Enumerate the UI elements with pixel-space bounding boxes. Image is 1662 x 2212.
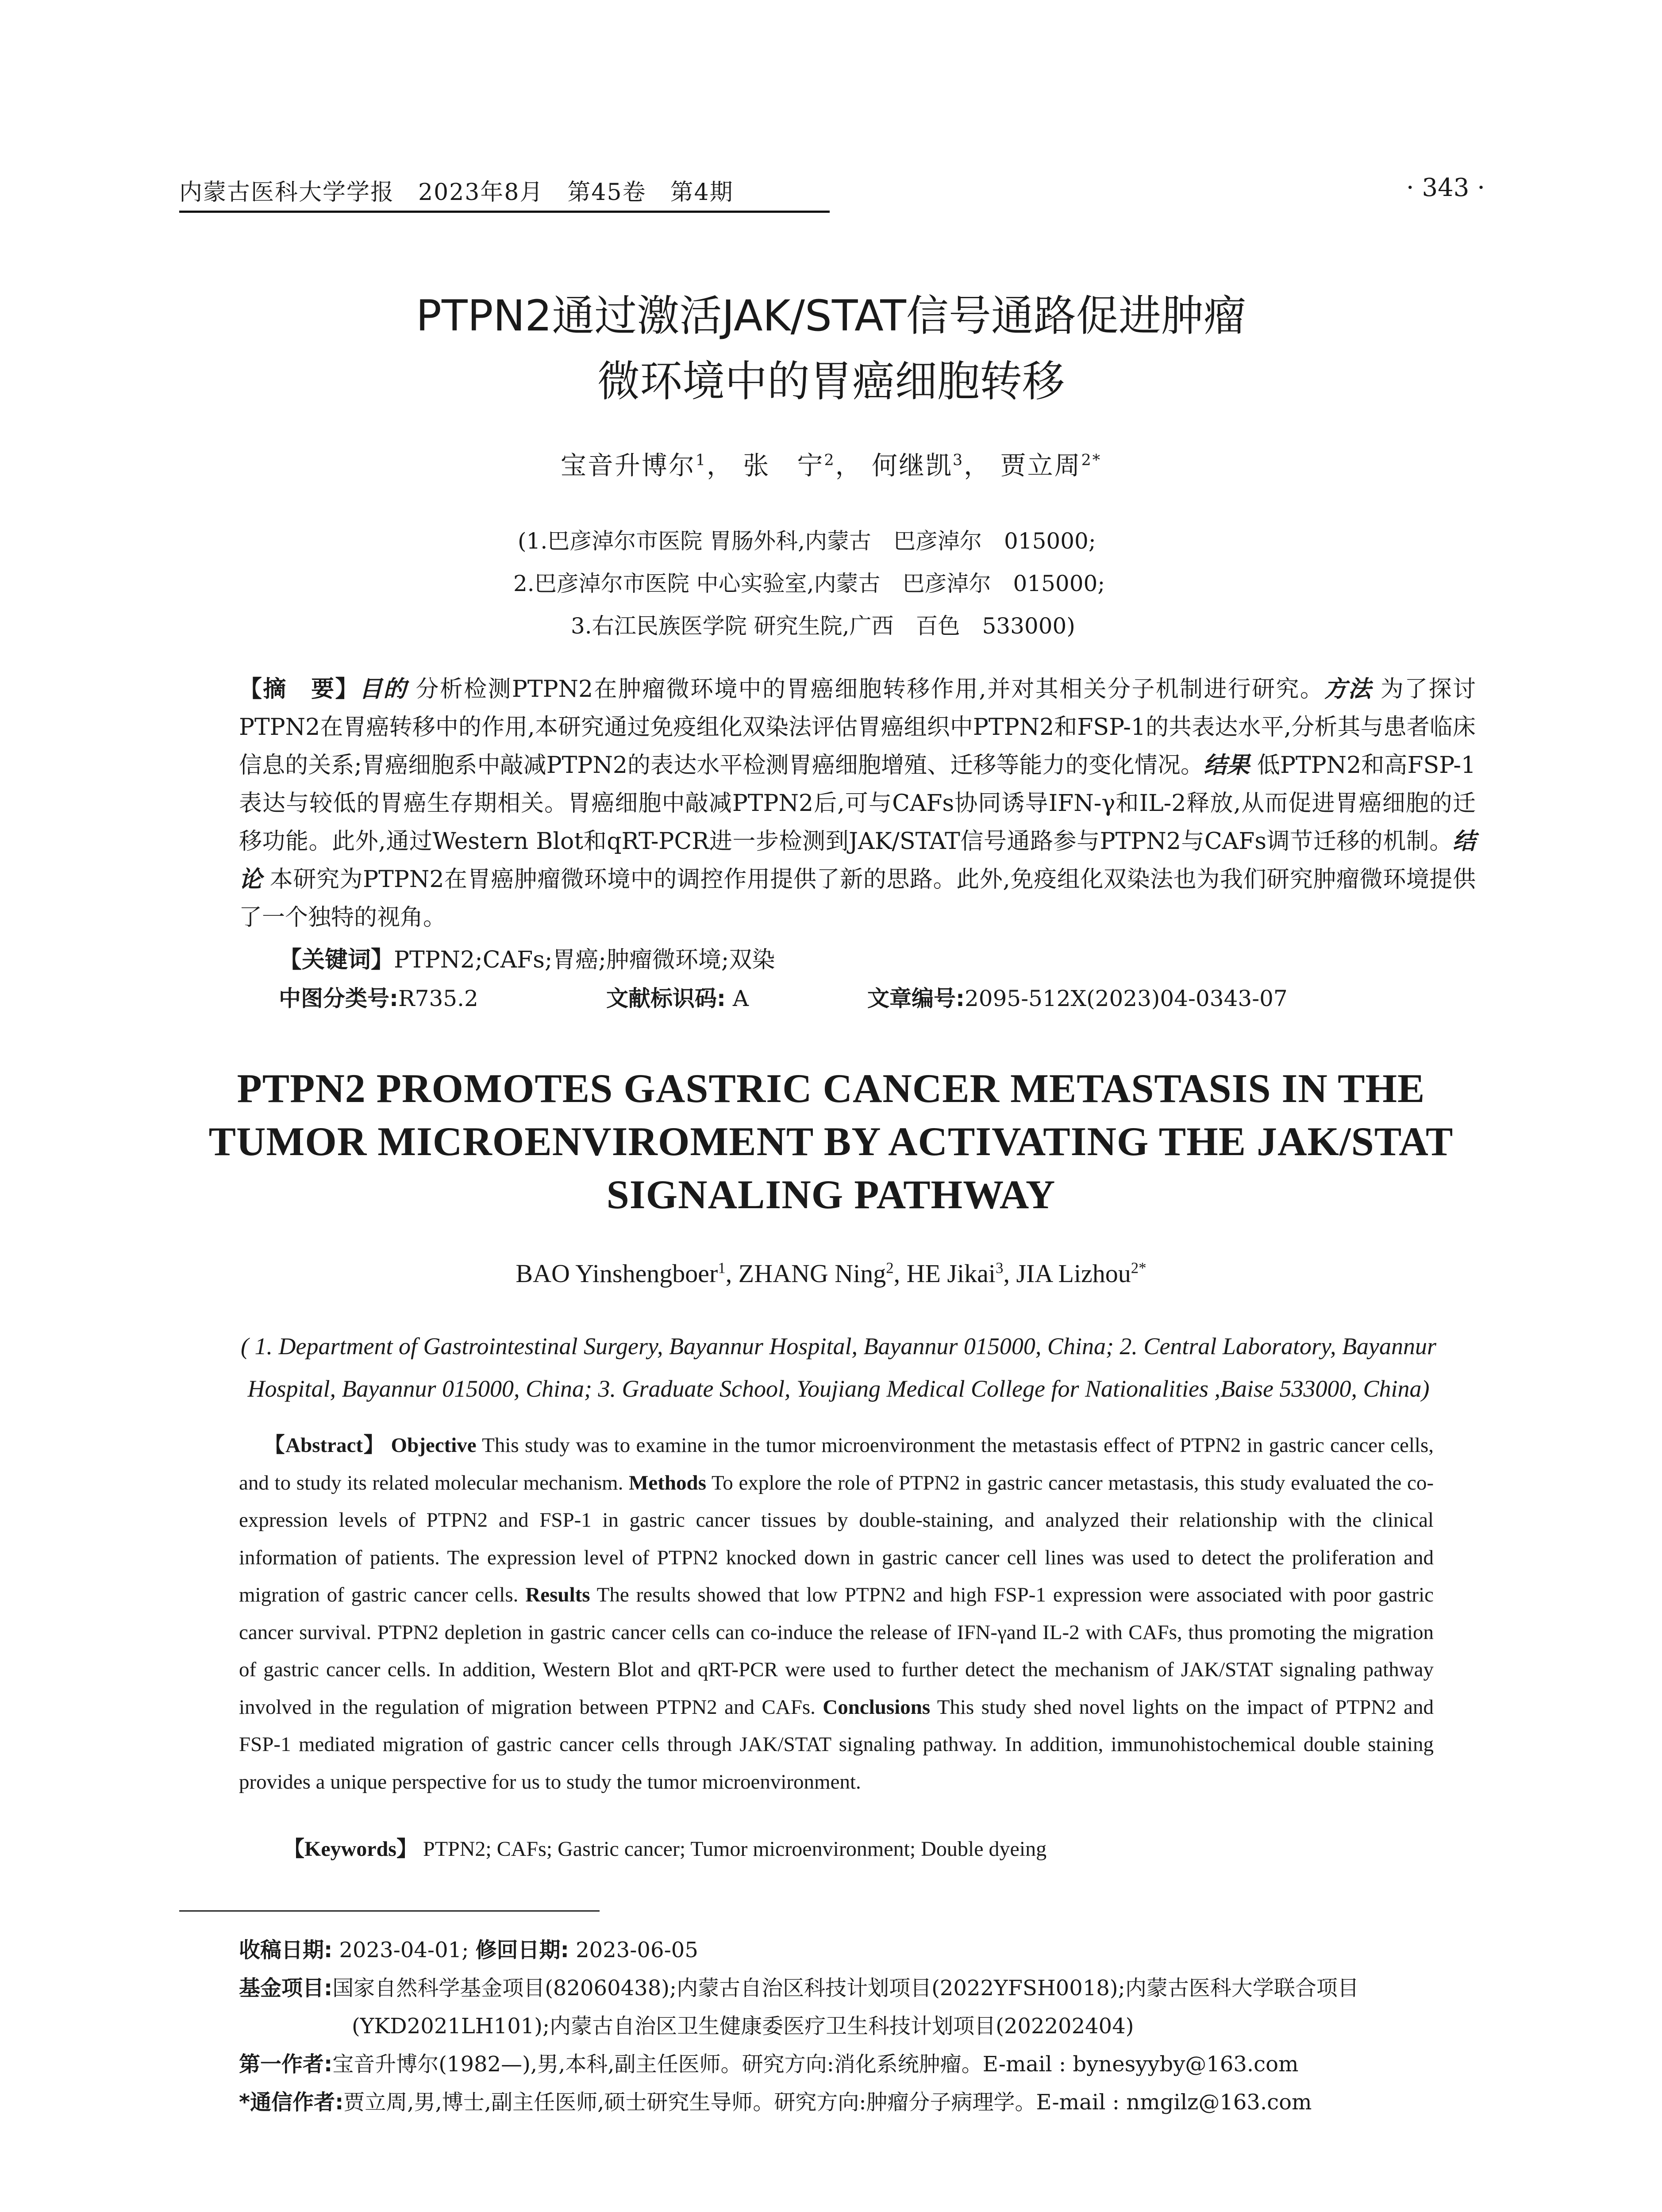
doc-code-value: A — [732, 986, 749, 1011]
revised-date: 2023-06-05 — [576, 1938, 698, 1962]
article-number-value: 2095-512X(2023)04-0343-07 — [965, 986, 1288, 1011]
methods-label: 方法 — [1324, 676, 1372, 703]
fund-text: 国家自然科学基金项目(82060438);内蒙古自治区科技计划项目(2022YFSH0018);内蒙古医科大学联合项目(YKD2021LH101);内蒙古自治区卫生健康委医疗卫生科技计划项目(202202404) — [332, 1976, 1359, 2039]
footnote-rule — [179, 1910, 600, 1912]
title-en-line-1: PTPN2 PROMOTES GASTRIC CANCER METASTASIS IN THE — [237, 1066, 1425, 1111]
header-rule — [179, 211, 830, 213]
author-affil-mark: 3 — [996, 1259, 1004, 1277]
fund-label: 基金项目: — [239, 1976, 333, 2001]
title-zh-line-1: PTPN2通过激活JAK/STAT信号通路促进肿瘤 — [416, 291, 1246, 341]
title-zh-line-2: 微环境中的胃癌细胞转移 — [597, 357, 1065, 406]
title-en — [0, 1062, 1662, 1221]
keywords-zh-text: PTPN2;CAFs;胃癌;肿瘤微环境;双染 — [394, 947, 775, 973]
article-number-label: 文章编号: — [867, 986, 965, 1011]
corresponding-text: 贾立周,男,博士,副主任医师,硕士研究生导师。研究方向:肿瘤分子病理学。E-mail : nmgilz@163.com — [343, 2090, 1312, 2115]
author-name: HE Jikai — [906, 1259, 996, 1288]
conclusions-text: This study shed novel lights on the impact of PTPN2 and FSP-1 mediated migration of gastric cancer cells through JAK/STAT signaling pathway. In addition, immunohistochemical double staining provides a unique perspective for us to study the tumor microenvironment. — [239, 1695, 1434, 1793]
abstract-zh — [239, 670, 1476, 937]
dates-line — [239, 1931, 1487, 1969]
first-author-line — [239, 2045, 1487, 2083]
results-label: 结果 — [1204, 752, 1250, 779]
author-name: ZHANG Ning — [738, 1259, 886, 1288]
doc-code-label: 文献标识码: — [606, 986, 726, 1011]
first-author-text: 宝音升博尔(1982—),男,本科,副主任医师。研究方向:消化系统肿瘤。E-mail : bynesyyby@163.com — [332, 2052, 1299, 2077]
objective-text: This study was to examine in the tumor microenvironment the metastasis effect of PTPN2 in gastric cancer cells, and to study its related molecular mechanism. — [239, 1434, 1434, 1494]
fund-line — [239, 1969, 1487, 2045]
author-name: 宝音升博尔 — [560, 450, 696, 480]
conclusions-label: 结论 — [239, 828, 1476, 893]
footnotes — [239, 1931, 1487, 2121]
abstract-en-label: 【Abstract】 — [263, 1434, 385, 1457]
author-name: 贾立周 — [1000, 450, 1081, 480]
received-label: 收稿日期: — [239, 1938, 333, 1962]
revised-label: 修回日期: — [475, 1938, 569, 1962]
author-affil-mark: 2* — [1131, 1259, 1146, 1277]
keywords-zh — [279, 941, 775, 974]
keywords-en — [283, 1832, 1046, 1862]
methods-text: 为了探讨PTPN2在胃癌转移中的作用,本研究通过免疫组化双染法评估胃癌组织中PTPN2和FSP-1的共表达水平,分析其与患者临床信息的关系;胃癌细胞系中敲减PTPN2的表达水平检测胃癌细胞增殖、迁移等能力的变化情况。 — [239, 676, 1476, 779]
author-name: BAO Yinshengboer — [516, 1259, 718, 1288]
methods-text: To explore the role of PTPN2 in gastric cancer metastasis, this study evaluated the co-expression levels of PTPN2 and FSP-1 in gastric cancer tissues by double-staining, and analyzed their relationship with the clinical information of patients. The expression level of PTPN2 knocked down in gastric cancer cell lines was used to detect the proliferation and migration of gastric cancer cells. — [239, 1471, 1434, 1606]
objective-label: 目的 — [359, 676, 408, 703]
affiliations-zh — [513, 520, 1314, 647]
clc-value: R735.2 — [398, 986, 478, 1011]
journal-running-header: 内蒙古医科大学学报 2023年8月 第45卷 第4期 — [179, 179, 734, 206]
conclusions-text: 本研究为PTPN2在胃癌肿瘤微环境中的调控作用提供了新的思路。此外,免疫组化双染法也为我们研究肿瘤微环境提供了一个独特的视角。 — [239, 866, 1476, 931]
results-label: Results — [525, 1583, 590, 1606]
authors-en: BAO Yinshengboer$^1$, ZHANG Ning$^2$, HE Jikai$^3$, JIA Lizhou$^{2*}$ — [516, 1259, 1146, 1288]
corresponding-author-line — [239, 2083, 1487, 2121]
authors-zh: 宝音升博尔$^1$， 张 宁$^2$， 何继凯$^3$， 贾立周$^{2*}$ — [560, 450, 1102, 480]
title-en-line-3: SIGNALING PATHWAY — [606, 1172, 1056, 1217]
corresponding-label: *通信作者: — [239, 2090, 344, 2115]
title-zh — [0, 283, 1662, 414]
author-name: 张 宁 — [743, 450, 824, 480]
keywords-zh-label: 【关键词】 — [279, 947, 394, 973]
title-en-line-2: TUMOR MICROENVIROMENT BY ACTIVATING THE JAK/STAT — [208, 1119, 1454, 1164]
author-affil-mark: 2* — [1081, 451, 1102, 469]
author-affil-mark: 1 — [718, 1259, 726, 1277]
objective-label: Objective — [391, 1434, 477, 1457]
affiliation-line: (1.巴彦淖尔市医院 胃肠外科,内蒙古 巴彦淖尔 015000; — [518, 528, 1096, 554]
clc-label: 中图分类号: — [279, 986, 398, 1011]
affiliation-line: 2.巴彦淖尔市医院 中心实验室,内蒙古 巴彦淖尔 015000; — [513, 571, 1105, 596]
keywords-en-text: PTPN2; CAFs; Gastric cancer; Tumor microenvironment; Double dyeing — [423, 1837, 1047, 1861]
author-name: JIA Lizhou — [1016, 1259, 1131, 1288]
conclusions-label: Conclusions — [823, 1695, 931, 1719]
author-affil-mark: 2 — [886, 1259, 894, 1277]
affiliation-line: 3.右江民族医学院 研究生院,广西 百色 533000) — [571, 613, 1075, 639]
results-text: The results showed that low PTPN2 and high FSP-1 expression were associated with poor gastric cancer survival. PTPN2 depletion in gastric cancer cells can co-induce the release of IFN-γand IL-2 with CAFs, thus promoting the migration of gastric cancer cells. In addition, Western Blot and qRT-PCR were used to further detect the mechanism of JAK/STAT signaling pathway involved in the regulation of migration between PTPN2 and CAFs. — [239, 1583, 1434, 1719]
keywords-en-label: 【Keywords】 — [283, 1837, 418, 1861]
results-text: 低PTPN2和高FSP-1表达与较低的胃癌生存期相关。胃癌细胞中敲减PTPN2后,可与CAFs协同诱导IFN-γ和IL-2释放,从而促进胃癌细胞的迁移功能。此外,通过Western Blot和qRT-PCR进一步检测到JAK/STAT信号通路参与PTPN2与CAFs调节迁移的机制。 — [239, 752, 1476, 855]
affiliations-en: ( 1. Department of Gastrointestinal Surgery, Bayannur Hospital, Bayannur 015000, China; 2. Central Laboratory, Bayannur Hospital, Bayannur 015000, China; 3. Graduate School, Youjiang Medical College for Nationalities ,Baise 533000, China) — [241, 1333, 1436, 1402]
author-affil-mark: 2 — [824, 451, 835, 469]
author-name: 何继凯 — [872, 450, 953, 480]
author-affil-mark: 1 — [695, 451, 707, 469]
first-author-label: 第一作者: — [239, 2052, 333, 2077]
page-number: · 343 · — [1406, 173, 1485, 202]
objective-text: 分析检测PTPN2在肿瘤微环境中的胃癌细胞转移作用,并对其相关分子机制进行研究。 — [416, 676, 1324, 703]
abstract-en — [239, 1427, 1434, 1801]
methods-label: Methods — [629, 1471, 706, 1494]
abstract-zh-label: 【摘 要】 — [239, 676, 359, 703]
received-date: 2023-04-01; — [339, 1938, 469, 1962]
author-affil-mark: 3 — [953, 451, 964, 469]
